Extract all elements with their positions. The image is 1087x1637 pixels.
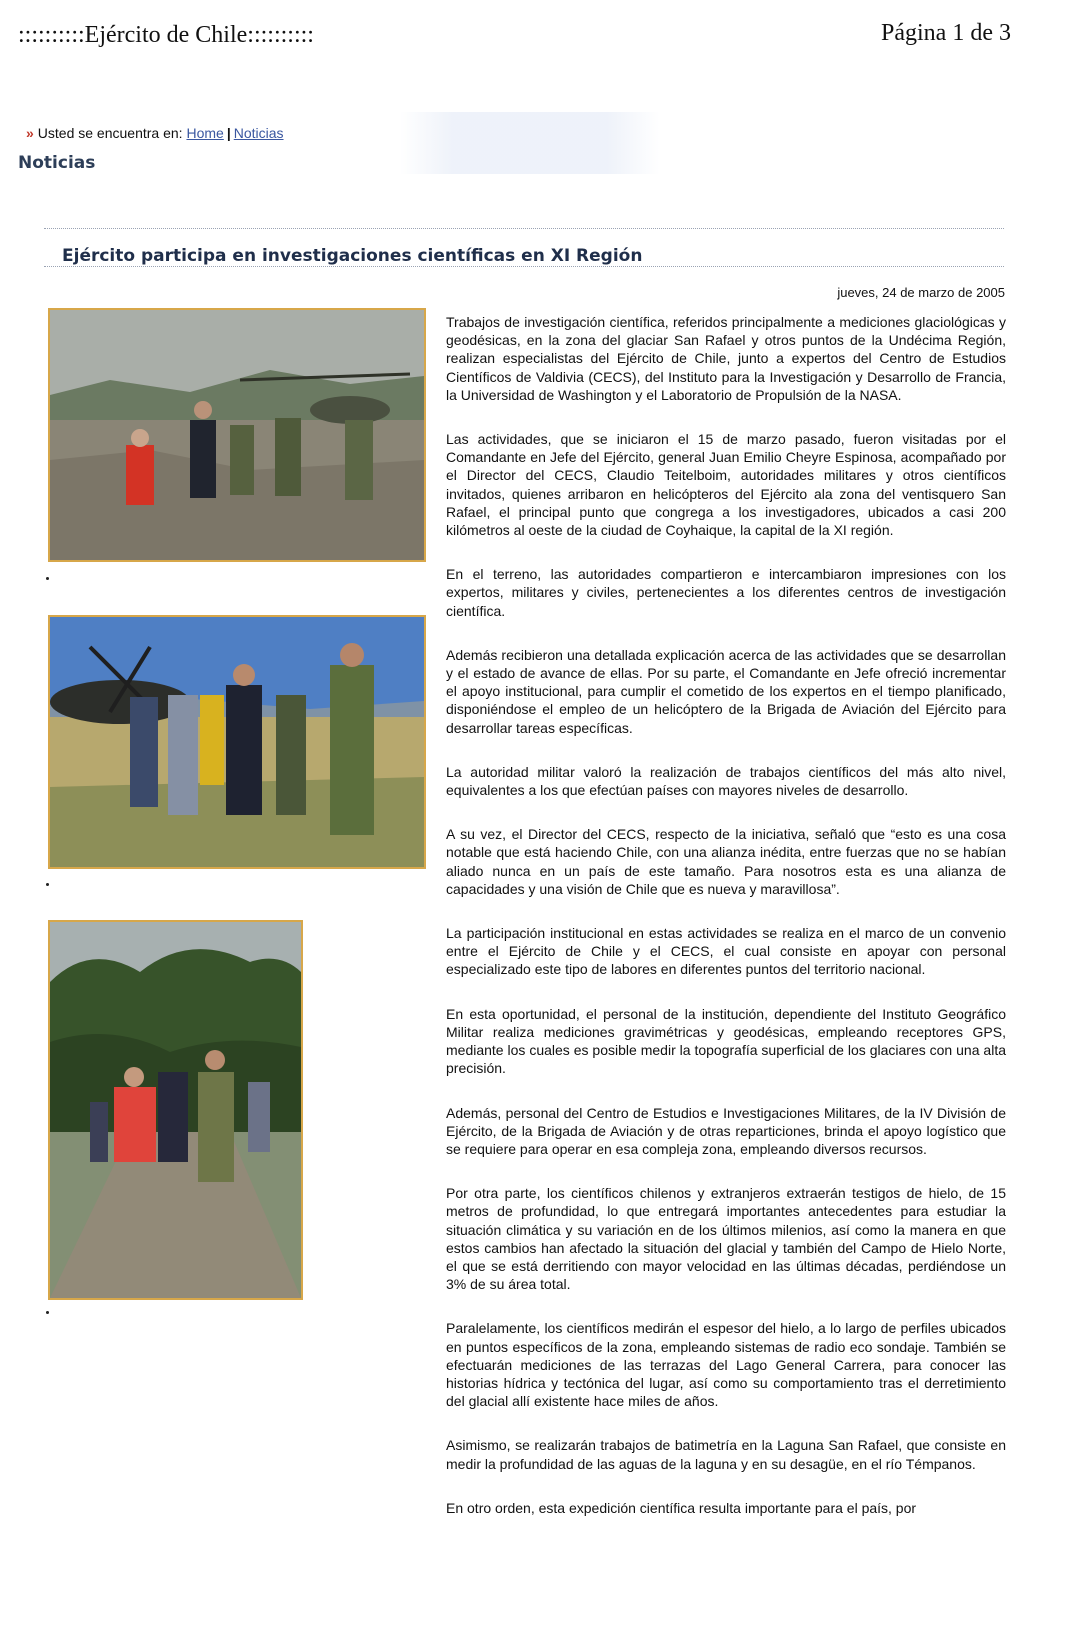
breadcrumb	[26, 125, 284, 141]
article-paragraph: Trabajos de investigación científica, referidos principalmente a mediciones glaciológicas y geodésicas, en la zona del glaciar San Rafael y otros puntos de la Undécima Región, realizan especialistas del Ejército de Chile, junto a expertos del Centro de Estudios Científicos de Valdivia (CECS), del Instituto para la Investigación y Desarrollo de Francia, la Universidad de Washington y el Laboratorio de Propulsión de la NASA.	[446, 314, 1006, 403]
article-paragraph: Por otra parte, los científicos chilenos y extranjeros extraerán testigos de hielo, de 15 metros de profundidad, lo que entregará importantes antecedentes para estudiar la situación climática y su variación en de los últimos milenios, así como la manera en que estos cambios han afectado la situación del glacial y también del Campo de Hielo Norte, el que se está derritiendo con mayor velocidad en las últimas décadas, perdiéndose un 3% de su área total.	[446, 1185, 1006, 1293]
article-title: Ejército participa en investigaciones científicas en XI Región	[62, 246, 643, 266]
article-paragraph: Asimismo, se realizarán trabajos de batimetría en la Laguna San Rafael, que consiste en medir la profundidad de las aguas de la laguna y en su desagüe, en el río Témpanos.	[446, 1437, 1006, 1472]
article-date: jueves, 24 de marzo de 2005	[837, 285, 1005, 300]
header-banner-faded	[400, 112, 660, 174]
breadcrumb-chevron-icon: »	[26, 125, 34, 141]
section-title: Noticias	[18, 153, 96, 173]
article-paragraph: Paralelamente, los científicos medirán el espesor del hielo, a lo largo de perfiles ubicados en puntos específicos de la zona, empleando sistemas de radio eco sondaje. También se efectuarán mediciones de las terrazas del Lago General Carrera, para conocer las historias hídrica y tectónica del lugar, así como su comportamiento tras el derretimiento del glacial allí existente hace miles de años.	[446, 1320, 1006, 1410]
breadcrumb-link-noticias[interactable]: Noticias	[233, 125, 284, 141]
divider-title	[44, 266, 1004, 267]
article-paragraph: En el terreno, las autoridades compartieron e intercambiaron impresiones con los expertos, militares y civiles, pertenecientes a los diferentes centros de investigación científica.	[446, 566, 1006, 619]
article-photo-2	[48, 615, 426, 869]
article-paragraph: Además recibieron una detallada explicación acerca de las actividades que se desarrollan y el estado de avance de ellas. Por su parte, el Comandante en Jefe ofreció incrementar el apoyo institucional, para cumplir el cometido de los expertos en el tiempo planificado, disponiéndose el empleo de un helicóptero de la Brigada de Aviación del Ejército para desarrollar tareas específicas.	[446, 646, 1006, 736]
article-paragraph: Las actividades, que se iniciaron el 15 de marzo pasado, fueron visitadas por el Comandante en Jefe del Ejército, general Juan Emilio Cheyre Espinosa, acompañado por el Director del CECS, Claudio Teitelboim, autoridades militares y otros científicos invitados, quienes arribaron en helicópteros del Ejército ala zona del ventisquero San Rafael, el principal punto que congrega a los investigadores, ubicados a casi 200 kilómetros al oeste de la ciudad de Coyhaique, la capital de la XI región.	[446, 431, 1006, 539]
margin-mark-3	[46, 1311, 49, 1314]
margin-mark-1	[46, 577, 49, 580]
breadcrumb-link-home[interactable]: Home	[186, 125, 224, 141]
article-paragraph: A su vez, el Director del CECS, respecto de la iniciativa, señaló que “esto es una cosa notable que está haciendo Chile, con una alianza inédita, entre fuerzas que no se habían aliado nunca en un país de este tamaño. Para nosotros esta es una alianza de capacidades y una visión de Chile que es nueva y maravillosa”.	[446, 826, 1006, 897]
article-photo-3	[48, 920, 303, 1300]
article-paragraph: En esta oportunidad, el personal de la institución, dependiente del Instituto Geográfico Militar realiza mediciones gravimétricas y geodésicas, empleando receptores GPS, mediante los cuales es posible medir la topografía superficial de los glaciares con una alta precisión.	[446, 1005, 1006, 1077]
article-paragraph: Además, personal del Centro de Estudios e Investigaciones Militares, de la IV División de Ejército, de la Brigada de Aviación y de otras reparticiones, brinda el apoyo logístico que se requiere para operar en esa compleja zona, empleando diversos recursos.	[446, 1104, 1006, 1157]
margin-mark-2	[46, 883, 49, 886]
print-header-page-indicator: Página 1 de 3	[881, 20, 1011, 46]
breadcrumb-prefix: Usted se encuentra en:	[37, 125, 183, 141]
article-paragraph: En otro orden, esta expedición científica resulta importante para el país, por	[446, 1499, 917, 1516]
article-paragraph: La participación institucional en estas actividades se realiza en el marco de un convenio entre el Ejército de Chile y el CECS, el cual consiste en apoyar con personal especializado este tipo de labores en diferentes puntos del territorio nacional.	[446, 925, 1006, 978]
article-body	[446, 313, 1006, 1543]
breadcrumb-separator: |	[226, 125, 231, 141]
divider-top	[44, 228, 1004, 229]
article-photo-1	[48, 308, 426, 562]
article-paragraph: La autoridad militar valoró la realización de trabajos científicos del más alto nivel, equivalentes a los que efectúan países con mayores niveles de desarrollo.	[446, 763, 1006, 799]
print-header-site-title: ::::::::::Ejército de Chile::::::::::	[18, 22, 314, 48]
